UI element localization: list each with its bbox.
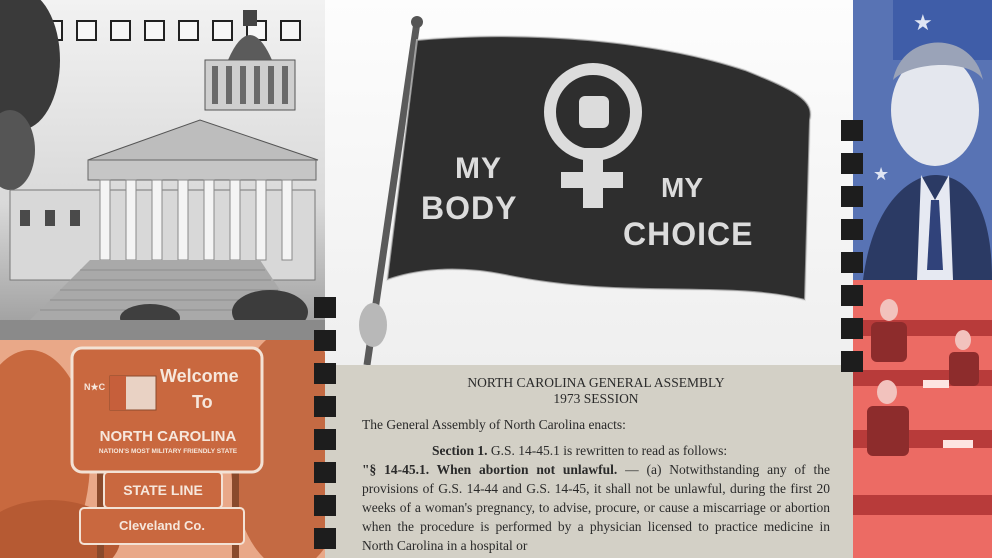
welcome-sign-photo bbox=[0, 340, 325, 558]
doc-clause-text: — (a) Notwithstanding any of the provisions of G.S. 14-44 and G.S. 14-45, it shall not be unlawful, during the first 20 weeks of a woman's pregnancy, to advise, procure, or cause a miscarriage or abortion when the procedure is performed by a physician licensed to practice medicine in North Carolina in a hospital or bbox=[362, 462, 830, 553]
protest-flag-photo bbox=[325, 0, 853, 365]
state-slogan: NATION'S MOST MILITARY FRIENDLY STATE bbox=[98, 448, 238, 455]
doc-clause-label: "§ 14-45.1. When abortion not unlawful. bbox=[362, 462, 618, 477]
svg-text:★: ★ bbox=[913, 11, 933, 36]
svg-text:★: ★ bbox=[873, 164, 890, 185]
assembly-chamber-photo bbox=[853, 280, 992, 558]
doc-session: 1973 SESSION bbox=[553, 391, 639, 406]
welcome-word: Welcome bbox=[160, 366, 239, 386]
doc-section bbox=[362, 441, 830, 460]
governor-illustration bbox=[853, 0, 992, 280]
doc-enacts: The General Assembly of North Carolina enacts: bbox=[362, 417, 626, 432]
doc-section-text: G.S. 14-45.1 is rewritten to read as follows: bbox=[490, 443, 728, 458]
state-line-sign: STATE LINE bbox=[123, 482, 203, 498]
flag-text-body: BODY bbox=[421, 190, 518, 226]
doc-clause bbox=[362, 460, 830, 555]
county-sign: Cleveland Co. bbox=[119, 518, 205, 533]
doc-section-label: Section 1. bbox=[432, 443, 488, 458]
capitol-photo bbox=[0, 0, 325, 340]
assembly-illustration bbox=[853, 280, 992, 558]
capitol-building-illustration bbox=[0, 0, 325, 340]
flag-text-choice: CHOICE bbox=[623, 216, 754, 252]
doc-heading: NORTH CAROLINA GENERAL ASSEMBLY bbox=[467, 375, 725, 390]
sign-flag-letters: N★C bbox=[84, 382, 106, 392]
governor-photo bbox=[853, 0, 992, 280]
flag-text-my-2: MY bbox=[661, 172, 703, 203]
flag-text-my-1: MY bbox=[455, 152, 502, 185]
to-word: To bbox=[192, 392, 213, 412]
flag-illustration bbox=[325, 0, 853, 365]
legislation-document bbox=[325, 365, 853, 558]
state-name: NORTH CAROLINA bbox=[99, 428, 237, 445]
